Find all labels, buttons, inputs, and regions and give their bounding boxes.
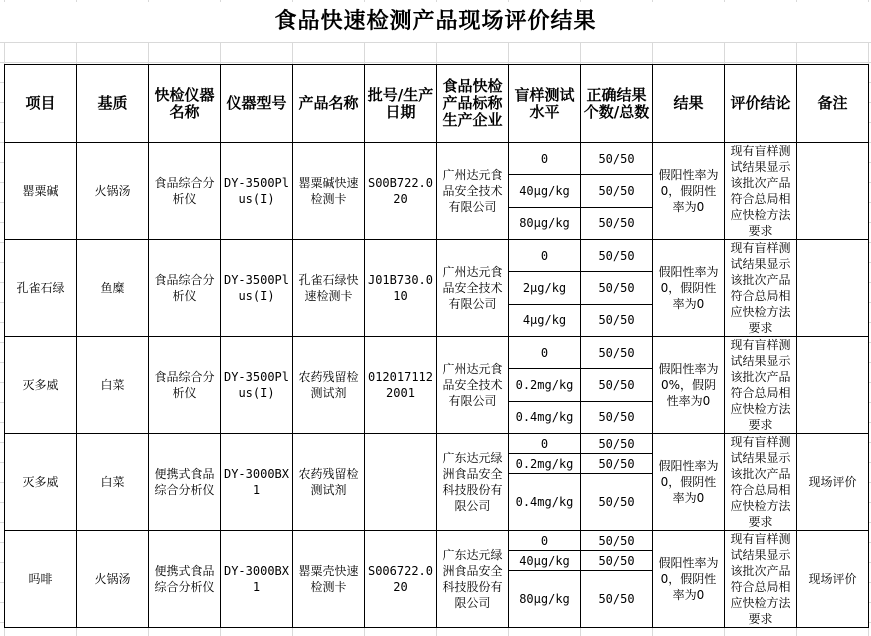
level-cell[interactable]: 40μg/kg [509,551,581,571]
correct-cell[interactable]: 50/50 [581,454,653,474]
company-cell[interactable]: 广州达元食品安全技术有限公司 [437,143,509,240]
project-cell[interactable]: 灭多威 [5,434,77,531]
header-cell: 基质 [77,65,149,143]
result-cell[interactable]: 假阳性率为0，假阴性率为0 [653,143,725,240]
matrix-cell[interactable]: 火锅汤 [77,531,149,628]
table-row [5,143,869,175]
level-cell[interactable]: 40μg/kg [509,175,581,207]
batch-cell[interactable] [365,434,437,531]
header-cell: 正确结果个数/总数 [581,65,653,143]
level-cell[interactable]: 80μg/kg [509,207,581,239]
correct-cell[interactable]: 50/50 [581,240,653,272]
correct-cell[interactable]: 50/50 [581,175,653,207]
results-table [4,64,869,628]
matrix-cell[interactable]: 火锅汤 [77,143,149,240]
batch-cell[interactable]: J01B730.010 [365,240,437,337]
header-cell: 评价结论 [725,65,797,143]
company-cell[interactable]: 广州达元食品安全技术有限公司 [437,337,509,434]
conclusion-cell[interactable]: 现有盲样测试结果显示该批次产品符合总局相应快检方法要求 [725,240,797,337]
header-cell: 备注 [797,65,869,143]
result-cell[interactable]: 假阳性率为0，假阴性率为0 [653,434,725,531]
header-cell: 批号/生产日期 [365,65,437,143]
correct-cell[interactable]: 50/50 [581,474,653,531]
model-cell[interactable]: DY-3500Plus(I) [221,143,293,240]
level-cell[interactable]: 0 [509,240,581,272]
level-cell[interactable]: 4μg/kg [509,304,581,336]
conclusion-cell[interactable]: 现有盲样测试结果显示该批次产品符合总局相应快检方法要求 [725,434,797,531]
header-cell: 仪器型号 [221,65,293,143]
product-cell[interactable]: 罂粟碱快速检测卡 [293,143,365,240]
level-cell[interactable]: 0 [509,143,581,175]
level-cell[interactable]: 0.4mg/kg [509,474,581,531]
model-cell[interactable]: DY-3500Plus(I) [221,240,293,337]
level-cell[interactable]: 80μg/kg [509,571,581,628]
company-cell[interactable]: 广东达元绿洲食品安全科技股份有限公司 [437,531,509,628]
header-cell: 项目 [5,65,77,143]
batch-cell[interactable]: 0120171122001 [365,337,437,434]
project-cell[interactable]: 灭多威 [5,337,77,434]
level-cell[interactable]: 0 [509,531,581,551]
header-cell: 盲样测试水平 [509,65,581,143]
company-cell[interactable]: 广东达元绿洲食品安全科技股份有限公司 [437,434,509,531]
header-cell: 快检仪器名称 [149,65,221,143]
model-cell[interactable]: DY-3000BX1 [221,434,293,531]
product-cell[interactable]: 孔雀石绿快速检测卡 [293,240,365,337]
product-cell[interactable]: 罂粟壳快速检测卡 [293,531,365,628]
correct-cell[interactable]: 50/50 [581,272,653,304]
instrument-cell[interactable]: 食品综合分析仪 [149,240,221,337]
level-cell[interactable]: 0.2mg/kg [509,454,581,474]
remark-cell[interactable]: 现场评价 [797,531,869,628]
correct-cell[interactable]: 50/50 [581,531,653,551]
product-cell[interactable]: 农药残留检测试剂 [293,337,365,434]
table-row [5,531,869,551]
remark-cell[interactable] [797,240,869,337]
instrument-cell[interactable]: 食品综合分析仪 [149,337,221,434]
matrix-cell[interactable]: 白菜 [77,434,149,531]
level-cell[interactable]: 0 [509,434,581,454]
header-row [5,65,869,143]
header-cell: 产品名称 [293,65,365,143]
conclusion-cell[interactable]: 现有盲样测试结果显示该批次产品符合总局相应快检方法要求 [725,143,797,240]
table-row [5,240,869,272]
model-cell[interactable]: DY-3000BX1 [221,531,293,628]
matrix-cell[interactable]: 鱼糜 [77,240,149,337]
conclusion-cell[interactable]: 现有盲样测试结果显示该批次产品符合总局相应快检方法要求 [725,531,797,628]
correct-cell[interactable]: 50/50 [581,304,653,336]
remark-cell[interactable] [797,143,869,240]
product-cell[interactable]: 农药残留检测试剂 [293,434,365,531]
project-cell[interactable]: 孔雀石绿 [5,240,77,337]
correct-cell[interactable]: 50/50 [581,434,653,454]
instrument-cell[interactable]: 便携式食品综合分析仪 [149,434,221,531]
company-cell[interactable]: 广州达元食品安全技术有限公司 [437,240,509,337]
table-row [5,434,869,454]
instrument-cell[interactable]: 便携式食品综合分析仪 [149,531,221,628]
level-cell[interactable]: 0 [509,337,581,369]
instrument-cell[interactable]: 食品综合分析仪 [149,143,221,240]
batch-cell[interactable]: S006722.020 [365,531,437,628]
sheet-title: 食品快速检测产品现场评价结果 [0,2,871,42]
result-cell[interactable]: 假阳性率为0，假阴性率为0 [653,240,725,337]
header-cell: 结果 [653,65,725,143]
result-cell[interactable]: 假阳性率为0，假阴性率为0 [653,531,725,628]
level-cell[interactable]: 2μg/kg [509,272,581,304]
header-cell: 食品快检产品标称生产企业 [437,65,509,143]
model-cell[interactable]: DY-3500Plus(I) [221,337,293,434]
correct-cell[interactable]: 50/50 [581,571,653,628]
project-cell[interactable]: 吗啡 [5,531,77,628]
project-cell[interactable]: 罂粟碱 [5,143,77,240]
batch-cell[interactable]: S00B722.020 [365,143,437,240]
correct-cell[interactable]: 50/50 [581,369,653,401]
level-cell[interactable]: 0.4mg/kg [509,401,581,433]
remark-cell[interactable] [797,337,869,434]
level-cell[interactable]: 0.2mg/kg [509,369,581,401]
remark-cell[interactable]: 现场评价 [797,434,869,531]
correct-cell[interactable]: 50/50 [581,551,653,571]
matrix-cell[interactable]: 白菜 [77,337,149,434]
table-row [5,337,869,369]
correct-cell[interactable]: 50/50 [581,143,653,175]
correct-cell[interactable]: 50/50 [581,207,653,239]
correct-cell[interactable]: 50/50 [581,401,653,433]
result-cell[interactable]: 假阳性率为0%，假阴性率为0 [653,337,725,434]
conclusion-cell[interactable]: 现有盲样测试结果显示该批次产品符合总局相应快检方法要求 [725,337,797,434]
correct-cell[interactable]: 50/50 [581,337,653,369]
